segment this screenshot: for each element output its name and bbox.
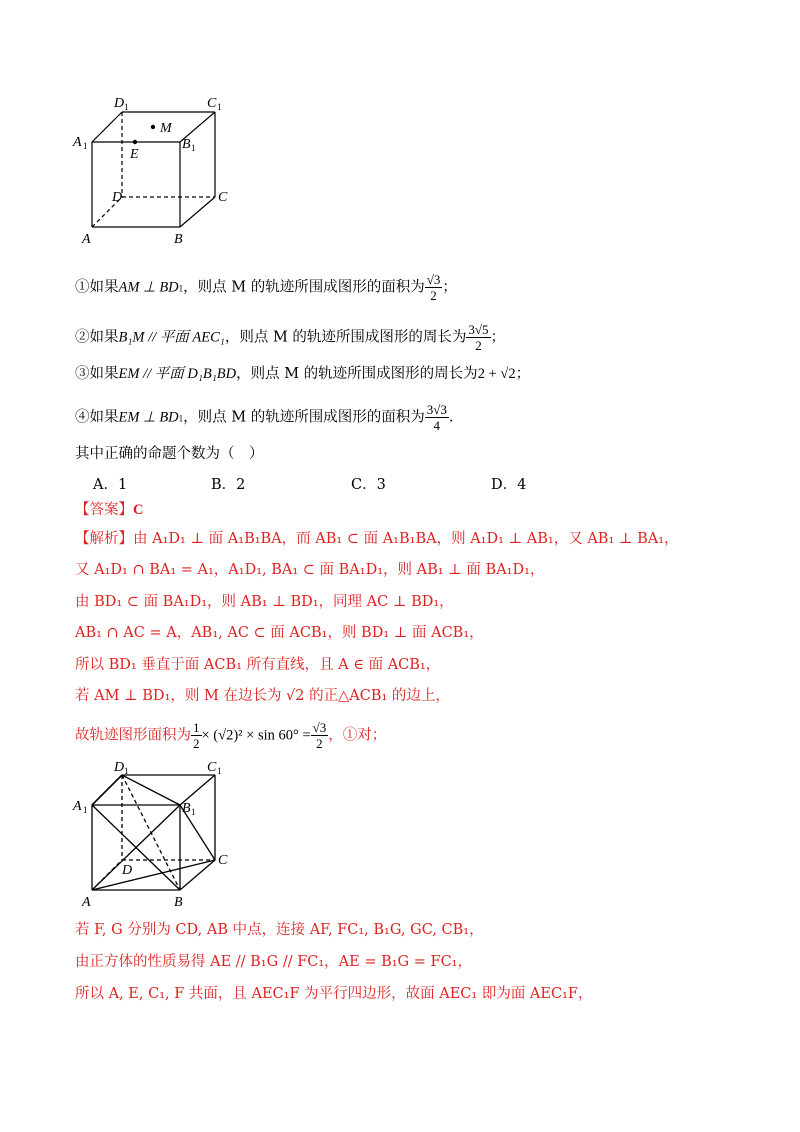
statement-4: ④如果EM ⊥ BD1，则点 M 的轨迹所围成图形的面积为 $\frac{3√3}{4}$ . xyxy=(75,402,454,433)
analysis-line-1: 【解析】由 A₁D₁ ⊥ 面 A₁B₁BA，而 AB₁ ⊂ 面 A₁B₁BA，则 A₁D₁ ⊥ AB₁，又 AB₁ ⊥ BA₁， xyxy=(75,531,679,547)
analysis-line-6: 若 AM ⊥ BD₁，则 M 在边长为 √2 的正△ACB₁ 的边上， xyxy=(75,688,450,704)
point-E xyxy=(133,140,137,144)
label-D: D xyxy=(122,863,133,878)
svg-text:1: 1 xyxy=(124,766,129,776)
answer-tag: 【答案】 xyxy=(75,502,133,518)
statement-3: ③如果EM // 平面 D₁B₁BD，则点 M 的轨迹所围成图形的周长为2 + √2； xyxy=(75,366,531,382)
statement-1: ①如果AM ⊥ BD1，则点 M 的轨迹所围成图形的面积为 $\frac{√3}{2}$ ； xyxy=(75,272,457,303)
label-B: B xyxy=(174,232,183,247)
statement-2: ②如果B₁M // 平面 AEC₁，则点 M 的轨迹所围成图形的周长为 $\frac{3√5}{2}$ ； xyxy=(75,322,506,353)
analysis-line-8: 若 F, G 分别为 CD, AB 中点，连接 AF, FC₁, B₁G, GC, CB₁， xyxy=(75,922,484,938)
choice-b: B．2 xyxy=(211,477,246,493)
label-C: C xyxy=(218,190,228,205)
svg-text:1: 1 xyxy=(124,102,129,112)
label-A1: A xyxy=(73,799,82,814)
svg-text:1: 1 xyxy=(217,102,222,112)
label-A1: A xyxy=(73,135,82,150)
analysis-line-7: 故轨迹图形面积为 $\frac{1}{2}$ × (√2)² × sin 60° = $\frac{√3}{2}$ ，①对； xyxy=(75,720,387,751)
label-C1: C xyxy=(207,760,217,775)
label-C: C xyxy=(218,853,228,868)
edge-BC xyxy=(180,197,215,227)
answer-value: C xyxy=(133,502,144,518)
analysis-line-10: 所以 A, E, C₁, F 共面，且 AEC₁F 为平行四边形，故面 AEC₁ 即为面 AEC₁F， xyxy=(75,986,593,1002)
choice-a: A．1 xyxy=(93,477,128,493)
choice-d: D．4 xyxy=(491,477,527,493)
label-B: B xyxy=(174,895,183,910)
label-C1: C xyxy=(207,96,217,111)
label-A: A xyxy=(82,232,91,247)
choice-c: C．3 xyxy=(351,477,386,493)
analysis-line-4: AB₁ ∩ AC = A，AB₁, AC ⊂ 面 ACB₁，则 BD₁ ⊥ 面 ACB₁， xyxy=(75,625,484,641)
label-B1: B xyxy=(182,137,191,152)
label-D1: D xyxy=(114,96,125,111)
label-D1: D xyxy=(114,760,125,775)
label-B1: B xyxy=(182,801,191,816)
cube-figure-1 xyxy=(70,92,240,252)
question-text: 其中正确的命题个数为（ ） xyxy=(75,446,264,462)
label-A: A xyxy=(82,895,91,910)
label-E: E xyxy=(130,147,139,162)
svg-text:1: 1 xyxy=(191,807,196,817)
svg-text:1: 1 xyxy=(191,143,196,153)
diag-D1B1 xyxy=(122,775,180,805)
label-D: D xyxy=(112,190,123,205)
analysis-line-3: 由 BD₁ ⊂ 面 BA₁D₁，则 AB₁ ⊥ BD₁，同理 AC ⊥ BD₁， xyxy=(75,594,454,610)
analysis-line-2: 又 A₁D₁ ∩ BA₁ = A₁，A₁D₁, BA₁ ⊂ 面 BA₁D₁，则 AB₁ ⊥ 面 BA₁D₁， xyxy=(75,562,545,578)
analysis-line-5: 所以 BD₁ 垂直于面 ACB₁ 所有直线，且 A ∈ 面 ACB₁， xyxy=(75,657,441,673)
edge-A1D1 xyxy=(92,112,122,142)
svg-text:1: 1 xyxy=(83,805,88,815)
svg-text:1: 1 xyxy=(83,141,88,151)
label-M: M xyxy=(160,121,172,136)
svg-text:1: 1 xyxy=(217,766,222,776)
cube-figure-2 xyxy=(70,760,240,910)
analysis-line-9: 由正方体的性质易得 AE // B₁G // FC₁，AE = B₁G = FC₁， xyxy=(75,954,472,970)
answer-line xyxy=(75,500,143,520)
point-M xyxy=(151,125,155,129)
edge-A1D1-b xyxy=(92,775,122,805)
